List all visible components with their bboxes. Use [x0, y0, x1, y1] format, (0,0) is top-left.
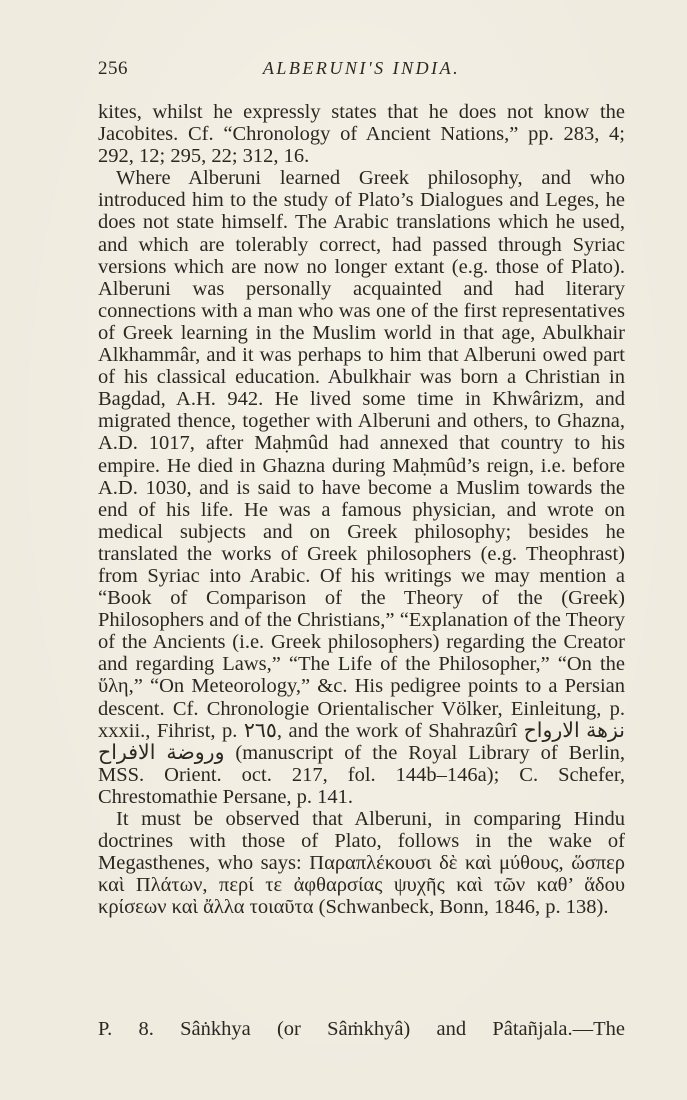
- page-number: 256: [98, 58, 128, 79]
- paragraph-abulkhair: Where Alberuni learned Greek philosophy, and who introduced him to the study of Plato’s Dialogues and Leges, he does not state himself. The Arabic translations which he used, and which are tolerably correct, had passed through Syriac versions which are now no longer extant (e.g. those of Plato). Alberuni was personally acquainted and had literary connections with a man who was one of the first representatives of Greek learning in the Muslim world in that age, Abulkhair Alkhammâr, and it was perhaps to him that Alberuni owed part of his classical education. Abulkhair was born a Christian in Bagdad, A.H. 942. He lived some time in Khwârizm, and migrated thence, together with Alberuni and others, to Ghazna, A.D. 1017, after Maḥmûd had annexed that country to his empire. He died in Ghazna during Maḥmûd’s reign, i.e. before A.D. 1030, and is said to have become a Muslim towards the end of his life. He was a famous physician, and wrote on medical subjects and on Greek philosophy; besides he translated the works of Greek philosophers (e.g. Theophrast) from Syriac into Arabic. Of his writings we may mention a “Book of Comparison of the Theory of the (Greek) Philosophers and of the Christians,” “Explanation of the Theory of the Ancients (i.e. Greek philosophers) regarding the Creator and regarding Laws,” “The Life of the Philosopher,” “On the ὕλη,” “On Meteorology,” &c. His pedigree points to a Persian descent. Cf. Chronologie Orientalischer Völker, Einleitung, p. xxxii., Fihrist, p. ٢٦٥, and the work of Shahrazûrî نزهة الارواح وروضة الافراح (manuscript of the Royal Library of Berlin, MSS. Orient. oct. 217, fol. 144b–146a); C. Schefer, Chrestomathie Persane, p. 141.: [98, 167, 625, 808]
- page-header: [98, 58, 625, 86]
- running-title: ALBERUNI'S INDIA.: [262, 58, 461, 78]
- paragraph-megasthenes: It must be observed that Alberuni, in comparing Hindu doctrines with those of Plato, follows in the wake of Megasthenes, who says: Παραπλέκουσι δὲ καὶ μύθους, ὥσπερ καὶ Πλάτων, περί τε ἀφθαρσίας ψυχῆς καὶ τῶν καθ’ ἅδου κρίσεων καὶ ἄλλα τοιαῦτα (Schwanbeck, Bonn, 1846, p. 138).: [98, 808, 625, 919]
- note-heading-line: P. 8. Sâṅkhya (or Sâṁkhyâ) and Pâtañjala.—The: [98, 1018, 625, 1040]
- paragraph-continuation: kites, whilst he expressly states that he does not know the Jacobites. Cf. “Chronology of Ancient Nations,” pp. 283, 4; 292, 12; 295, 22; 312, 16.: [98, 101, 625, 168]
- body-text: [98, 101, 625, 918]
